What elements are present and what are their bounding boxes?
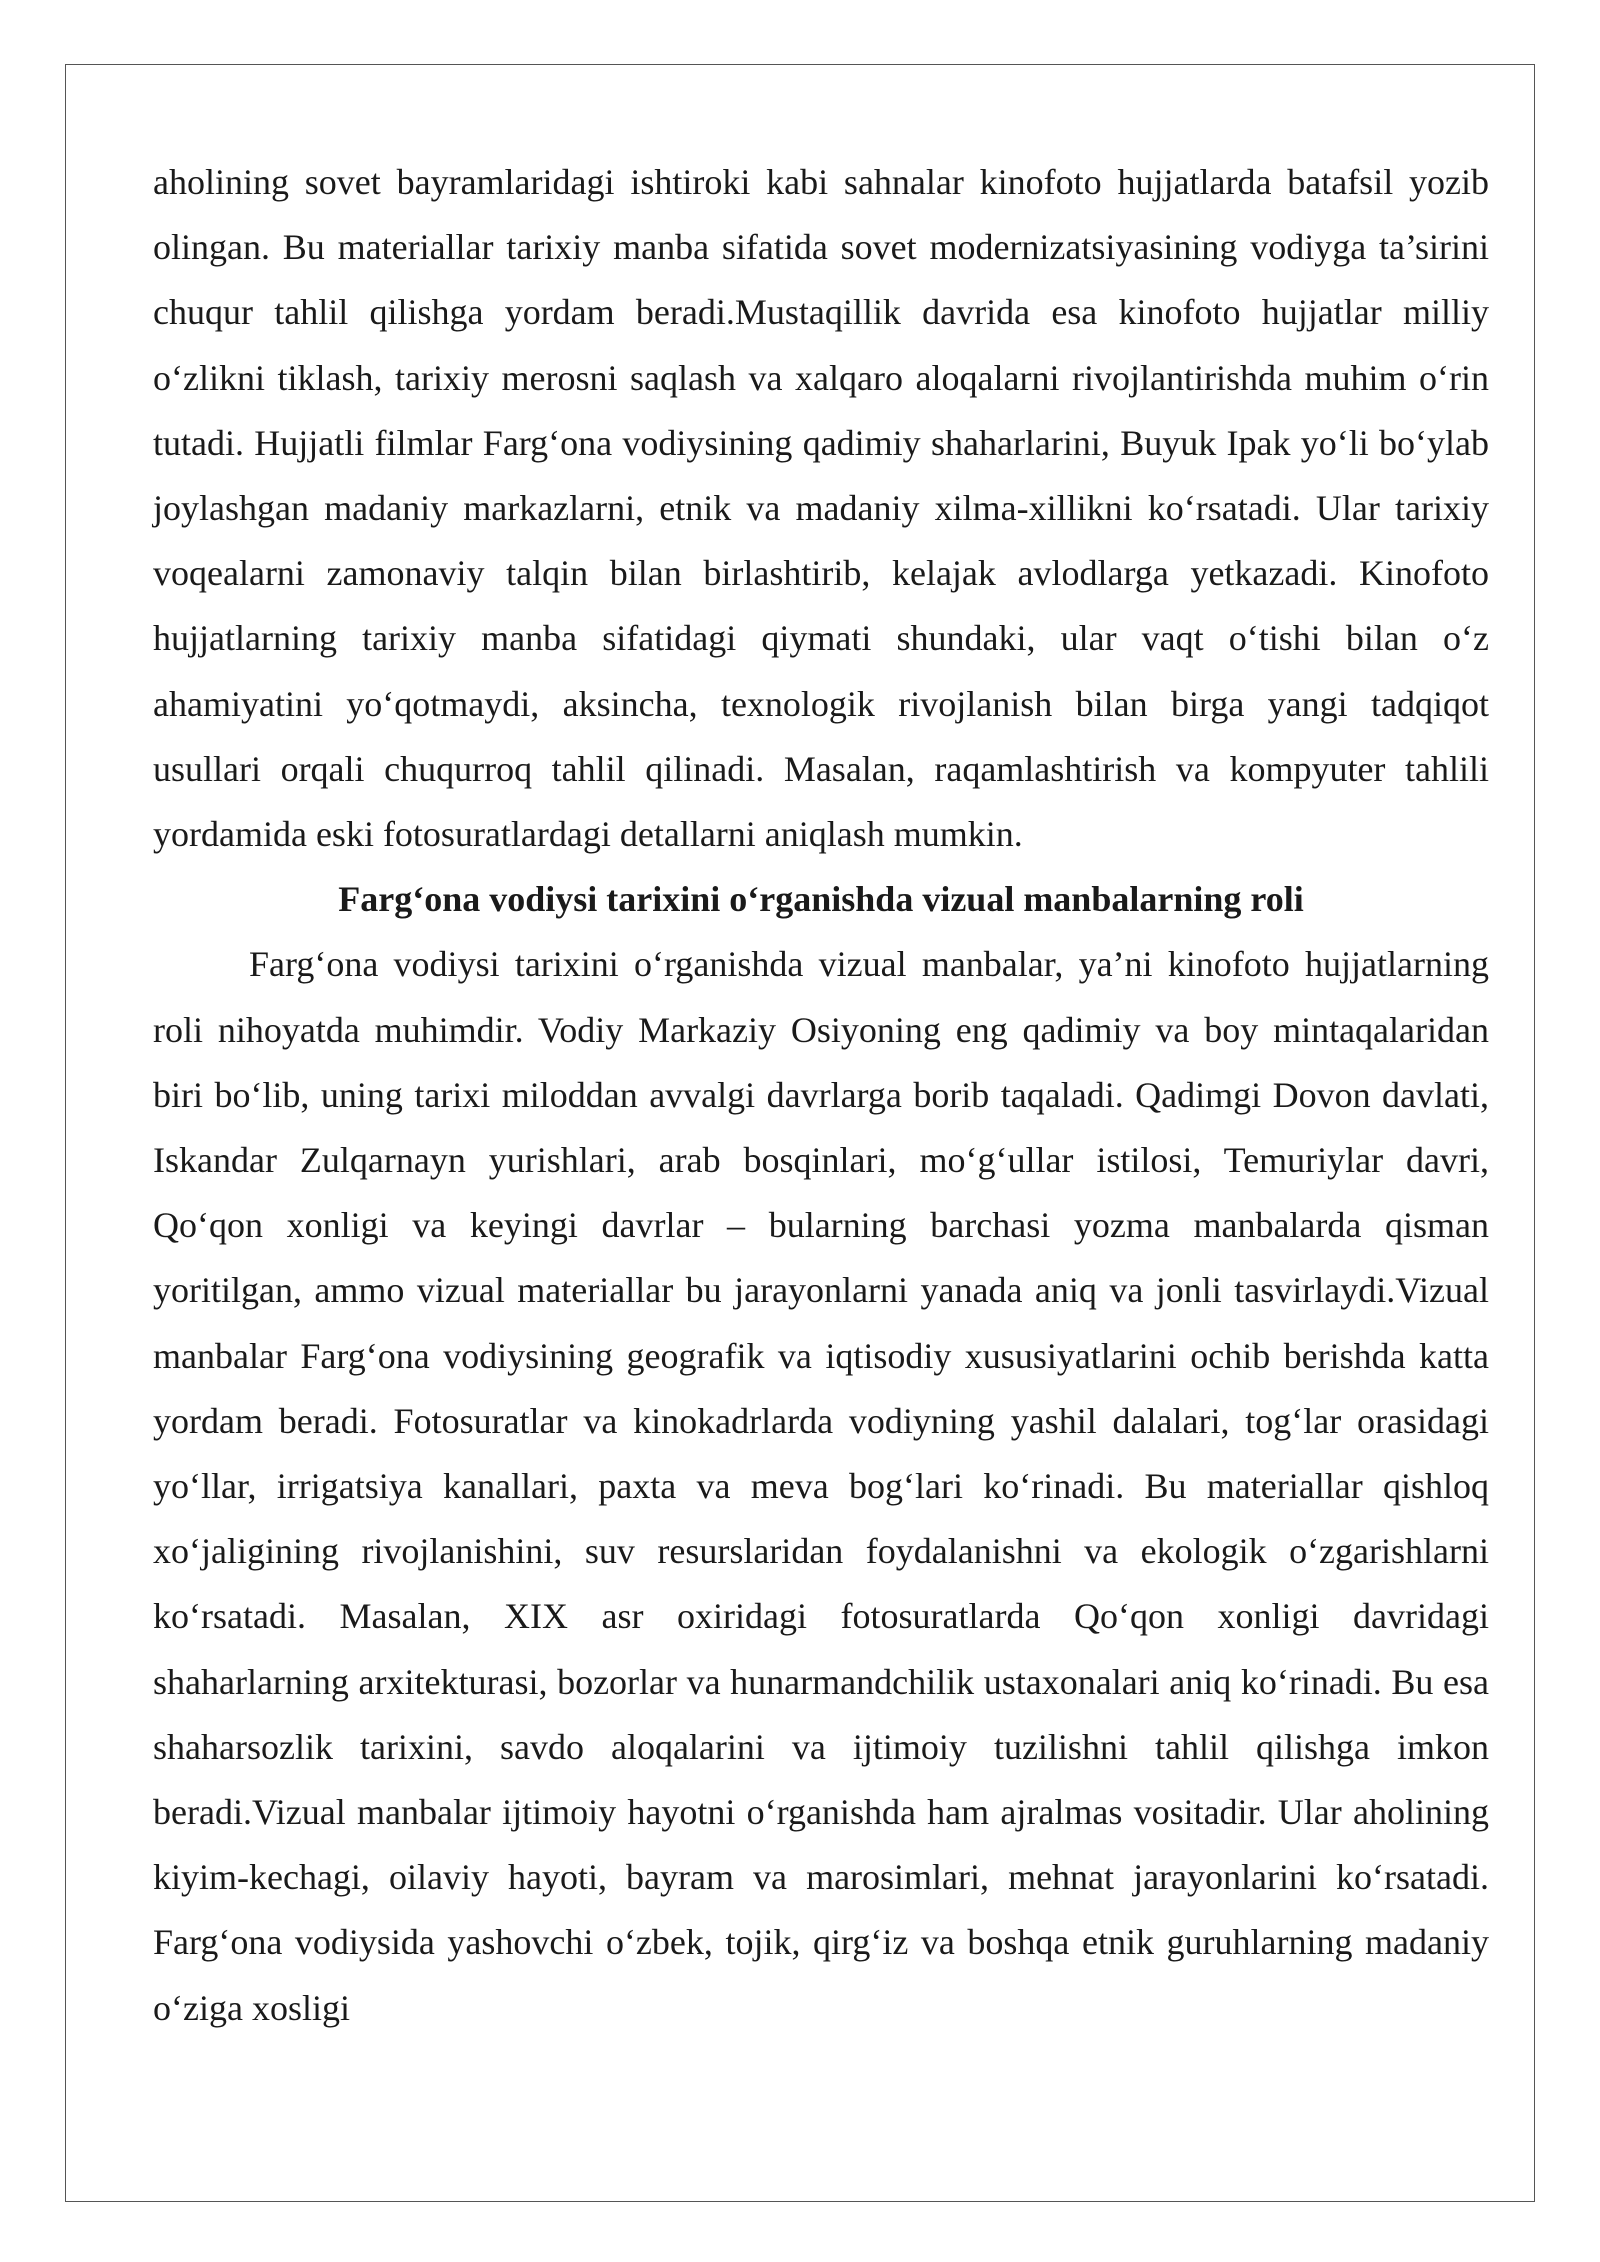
paragraph-body: Farg‘ona vodiysi tarixini o‘rganishda vizual manbalar, ya’ni kinofoto hujjatlarning roli nihoyatda muhimdir. Vodiy Markaziy Osiyoning eng qadimiy va boy mintaqalaridan biri bo‘lib, uning tarixi miloddan avvalgi davrlarga borib taqaladi. Qadimgi Dovon davlati, Iskandar Zulqarnayn yurishlari, arab bosqinlari, mo‘g‘ullar istilosi, Temuriylar davri, Qo‘qon xonligi va keyingi davrlar – bularning barchasi yozma manbalarda qisman yoritilgan, ammo vizual materiallar bu jarayonlarni yanada aniq va jonli tasvirlaydi.Vizual manbalar Farg‘ona vodiysining geografik va iqtisodiy xususiyatlarini ochib berishda katta yordam beradi. Fotosuratlar va kinokadrlarda vodiyning yashil dalalari, tog‘lar orasidagi yo‘llar, irrigatsiya kanallari, paxta va meva bog‘lari ko‘rinadi. Bu materiallar qishloq xo‘jaligining rivojlanishini, suv resurslaridan foydalanishni va ekologik o‘zgarishlarni ko‘rsatadi. Masalan, XIX asr oxiridagi fotosuratlarda Qo‘qon xonligi davridagi shaharlarning arxitekturasi, bozorlar va hunarmandchilik ustaxonalari aniq ko‘rinadi. Bu esa shaharsozlik tarixini, savdo aloqalarini va ijtimoiy tuzilishni tahlil qilishga imkon beradi.Vizual manbalar ijtimoiy hayotni o‘rganishda ham ajralmas vositadir. Ular aholining kiyim-kechagi, oilaviy hayoti, bayram va marosimlari, mehnat jarayonlarini ko‘rsatadi. Farg‘ona vodiysida yashovchi o‘zbek, tojik, qirg‘iz va boshqa etnik guruhlarning madaniy o‘ziga xosligi <box>153 944 1489 2028</box>
document-body <box>153 150 1489 2041</box>
paragraph-continuation: aholining sovet bayramlaridagi ishtiroki kabi sahnalar kinofoto hujjatlarda batafsil yozib olingan. Bu materiallar tarixiy manba sifatida sovet modernizatsiyasining vodiyga ta’sirini chuqur tahlil qilishga yordam beradi.Mustaqillik davrida esa kinofoto hujjatlar milliy o‘zlikni tiklash, tarixiy merosni saqlash va xalqaro aloqalarni rivojlantirishda muhim o‘rin tutadi. Hujjatli filmlar Farg‘ona vodiysining qadimiy shaharlarini, Buyuk Ipak yo‘li bo‘ylab joylashgan madaniy markazlarni, etnik va madaniy xilma-xillikni ko‘rsatadi. Ular tarixiy voqealarni zamonaviy talqin bilan birlashtirib, kelajak avlodlarga yetkazadi. Kinofoto hujjatlarning tarixiy manba sifatidagi qiymati shundaki, ular vaqt o‘tishi bilan o‘z ahamiyatini yo‘qotmaydi, aksincha, texnologik rivojlanish bilan birga yangi tadqiqot usullari orqali chuqurroq tahlil qilinadi. Masalan, raqamlashtirish va kompyuter tahlili yordamida eski fotosuratlardagi detallarni aniqlash mumkin. <box>153 162 1489 855</box>
section-heading: Farg‘ona vodiysi tarixini o‘rganishda vizual manbalarning roli <box>338 879 1304 920</box>
